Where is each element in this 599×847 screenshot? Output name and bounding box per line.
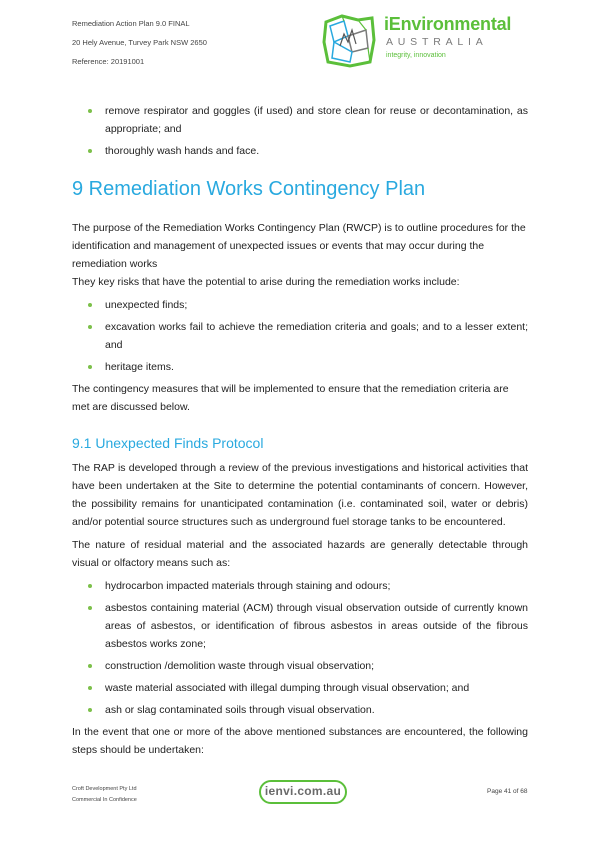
risks-bullet-list [72,296,528,376]
steps-intro-text: In the event that one or more of the above mentioned substances are encountered, the following steps should be undertaken: [72,726,528,756]
list-item: hydrocarbon impacted materials through staining and odours; [72,577,528,595]
list-item: waste material associated with illegal dumping through visual observation; and [72,679,528,697]
page-body [72,102,528,764]
section-9-purpose: The purpose of the Remediation Works Contingency Plan (RWCP) is to outline procedures for the identification and management of unexpected issues or events that may occur during the remediation works [72,222,526,270]
list-item: remove respirator and goggles (if used) and store clean for reuse or decontamination, as appropriate; and [72,102,528,138]
list-item: ash or slag contaminated soils through visual observation. [72,701,528,719]
bullet-icon [88,365,92,369]
section-9-1-heading: 9.1 Unexpected Finds Protocol [72,435,264,451]
logo-tagline: integrity, innovation [386,52,446,59]
bullet-icon [88,149,92,153]
intro-bullet-list [72,102,528,160]
bullet-icon [88,708,92,712]
section-9-heading: 9 Remediation Works Contingency Plan [72,178,426,200]
list-item: construction /demolition waste through visual observation; [72,657,528,675]
bullet-icon [88,664,92,668]
rap-development-text: The RAP is developed through a review of the previous investigations and historical activities that have been undertaken at the Site to determine the potential contaminants of concern. However, the possibility remains for unanticipated contamination (i.e. contaminated soil, water or debris) and/or potential source structures such as underground fuel storage tanks to be encountered. [72,462,528,528]
bullet-icon [88,325,92,329]
contingency-measures-text: The contingency measures that will be implemented to ensure that the remediation criteria are met are discussed below. [72,383,509,413]
page-footer-left [72,784,137,806]
list-item: asbestos containing material (ACM) through visual observation outside of currently known areas of asbestos, or identification of fibrous asbestos in areas outside of the fibrous asbestos works zone; [72,599,528,653]
page-header [72,14,207,71]
confidentiality-note: Commercial In Confidence [72,797,137,803]
bullet-icon [88,606,92,610]
list-item: unexpected finds; [72,296,528,314]
residual-material-text: The nature of residual material and the associated hazards are generally detectable through visual or olfactory means such as: [72,539,528,569]
bullet-icon [88,686,92,690]
list-item: heritage items. [72,358,528,376]
logo-subtitle: AUSTRALIA [386,36,488,48]
document-title: Remediation Action Plan 9.0 FINAL [72,19,190,28]
detection-bullet-list [72,577,528,719]
logo-wordmark: iEnvironmental [384,14,512,34]
bullet-icon [88,584,92,588]
map-logo-icon [320,12,378,70]
website-link[interactable]: ienvi.com.au [259,780,347,804]
client-name: Croft Development Pty Ltd [72,786,137,792]
company-logo [320,12,512,72]
reference-number: Reference: 20191001 [72,57,145,66]
bullet-icon [88,303,92,307]
bullet-icon [88,109,92,113]
section-9-risks-intro: They key risks that have the potential to arise during the remediation works include: [72,276,460,288]
list-item: excavation works fail to achieve the remediation criteria and goals; and to a lesser extent; and [72,318,528,354]
site-address: 20 Hely Avenue, Turvey Park NSW 2650 [72,38,207,47]
list-item: thoroughly wash hands and face. [72,142,528,160]
page-number: Page 41 of 68 [487,788,528,795]
